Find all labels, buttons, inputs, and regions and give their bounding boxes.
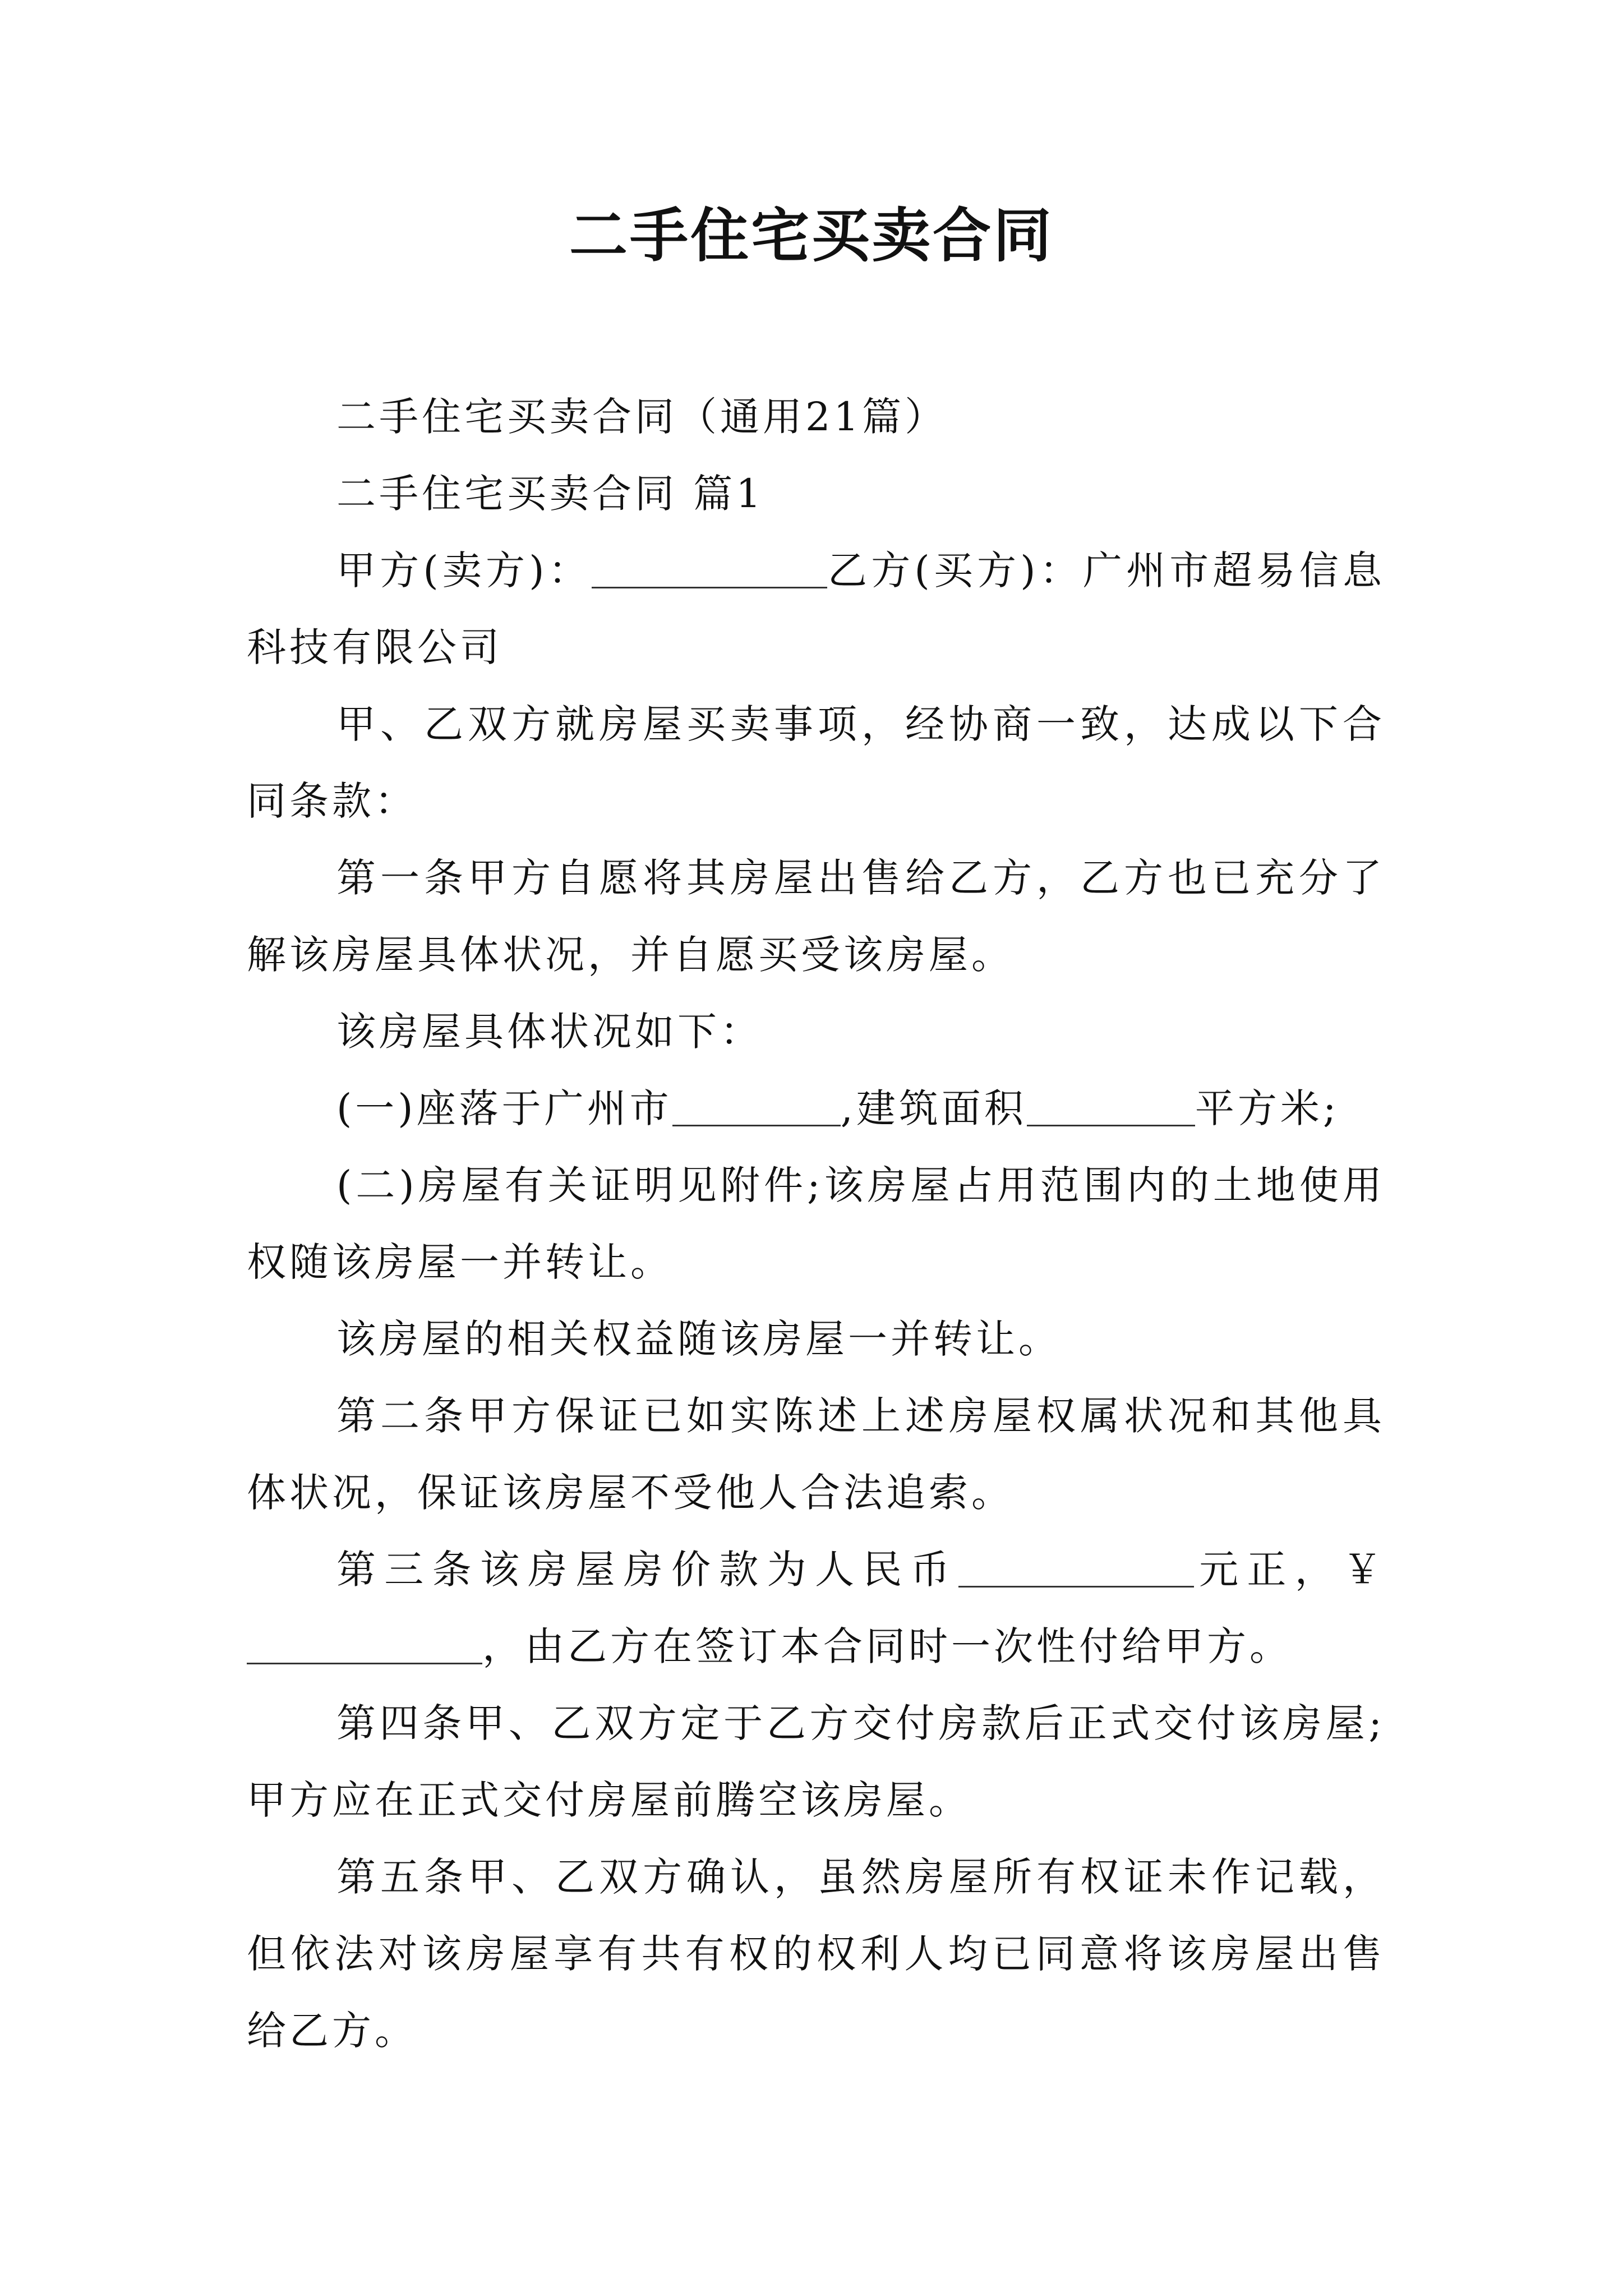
paragraph-intro: 甲、乙双方就房屋买卖事项，经协商一致，达成以下合同条款： [247, 701, 1385, 824]
document-body [247, 379, 1385, 2069]
party-a-blank [592, 547, 827, 588]
area-blank [1027, 1085, 1195, 1126]
paragraph-item-1 [247, 1070, 1385, 1147]
item-1-location-label: (一)座落于广州市 [336, 1085, 672, 1131]
paragraph-article-4: 第四条甲、乙双方定于乙方交付房款后正式交付该房屋;甲方应在正式交付房屋前腾空该房屋。 [247, 1700, 1385, 1823]
paragraph-article-2: 第二条甲方保证已如实陈述上述房屋权属状况和其他具体状况，保证该房屋不受他人合法追索。 [247, 1393, 1385, 1516]
item-1-area-label: ,建筑面积 [840, 1085, 1027, 1131]
article-3-payment: ，由乙方在签订本合同时一次性付给甲方。 [482, 1623, 1292, 1669]
article-3-currency: 元正，￥ [1193, 1547, 1386, 1593]
paragraph-item-2: (二)房屋有关证明见附件;该房屋占用范围内的土地使用权随该房屋一并转让。 [247, 1162, 1385, 1285]
paragraph-article-1: 第一条甲方自愿将其房屋出售给乙方，乙方也已充分了解该房屋具体状况，并自愿买受该房屋。 [247, 855, 1385, 978]
paragraph-parties [247, 532, 1385, 686]
location-blank [672, 1085, 841, 1126]
party-a-label: 甲方(卖方)： [336, 547, 592, 593]
price-rmb-blank [958, 1547, 1194, 1588]
price-yuan-blank [247, 1623, 482, 1664]
document-title: 二手住宅买卖合同 [569, 201, 1054, 270]
paragraph-article-5: 第五条甲、乙双方确认，虽然房屋所有权证未作记载，但依法对该房屋享有共有权的权利人均已同意将该房屋出售给乙方。 [247, 1854, 1385, 2054]
article-3-price-label: 第三条该房屋房价款为人民币 [336, 1547, 958, 1593]
paragraph-subtitle: 二手住宅买卖合同（通用21篇） [336, 394, 948, 440]
paragraph-house-status: 该房屋具体状况如下： [336, 1009, 763, 1055]
paragraph-article-3 [247, 1531, 1385, 1685]
paragraph-section-heading: 二手住宅买卖合同 篇1 [336, 471, 764, 517]
item-1-unit: 平方米; [1195, 1085, 1340, 1131]
paragraph-rights: 该房屋的相关权益随该房屋一并转让。 [336, 1316, 1061, 1362]
party-b-text: 乙方(买方)：广州市超易信息科技有限公司 [247, 547, 1385, 670]
